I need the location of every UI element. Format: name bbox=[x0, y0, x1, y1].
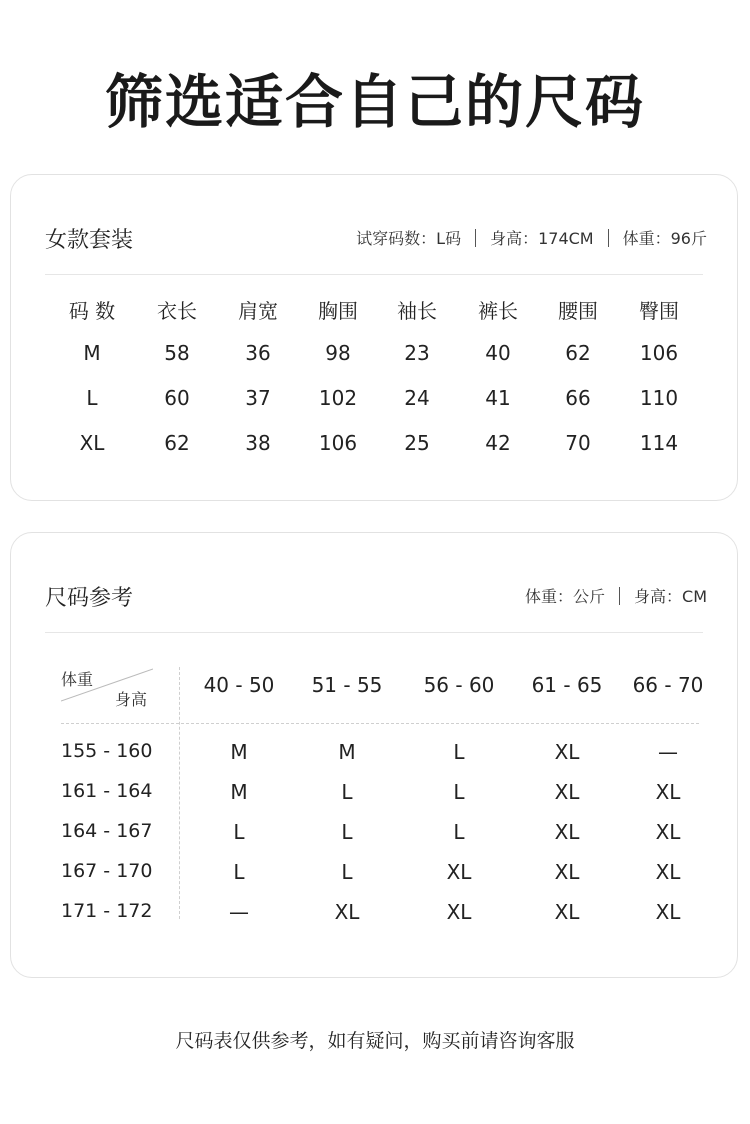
recommended-size-cell: L bbox=[341, 860, 353, 884]
recommended-size-cell: M bbox=[338, 740, 356, 764]
column-header: 腰围 bbox=[558, 299, 598, 323]
height-range-label: 161 - 164 bbox=[61, 780, 153, 802]
column-header: 码 数 bbox=[68, 299, 116, 323]
measurement-cell: 62 bbox=[164, 431, 190, 455]
height-range-label: 164 - 167 bbox=[61, 820, 153, 842]
column-header: 衣长 bbox=[157, 299, 197, 323]
horizontal-dashed-divider bbox=[61, 723, 699, 724]
weight-unit: 体重：公斤 bbox=[525, 587, 606, 606]
corner-weight-label: 体重 bbox=[61, 670, 94, 689]
recommended-size-cell: L bbox=[341, 780, 353, 804]
womens-card-header bbox=[45, 217, 707, 257]
column-header: 肩宽 bbox=[238, 299, 278, 323]
measurement-cell: 98 bbox=[325, 341, 351, 365]
recommended-size-cell: XL bbox=[655, 780, 681, 804]
size-label: L bbox=[86, 386, 98, 410]
recommended-size-cell: XL bbox=[655, 860, 681, 884]
recommended-size-cell: XL bbox=[655, 900, 681, 924]
recommended-size-cell: XL bbox=[446, 860, 472, 884]
measurement-cell: 62 bbox=[565, 341, 591, 365]
womens-size-card bbox=[10, 174, 738, 501]
vertical-dashed-divider bbox=[179, 667, 180, 919]
recommended-size-cell: L bbox=[341, 820, 353, 844]
recommended-size-cell: L bbox=[453, 740, 465, 764]
meta-separator bbox=[619, 587, 620, 605]
reference-units bbox=[525, 584, 707, 607]
womens-fit-info bbox=[356, 226, 707, 249]
recommended-size-cell: — bbox=[658, 740, 678, 764]
height-unit: 身高：CM bbox=[634, 587, 707, 606]
trial-size: 试穿码数：L码 bbox=[356, 229, 462, 248]
measurement-cell: 60 bbox=[164, 386, 190, 410]
weight-range-header: 61 - 65 bbox=[531, 673, 603, 697]
recommended-size-cell: L bbox=[453, 780, 465, 804]
height-range-label: 171 - 172 bbox=[61, 900, 153, 922]
measurement-cell: 36 bbox=[245, 341, 271, 365]
column-header: 裤长 bbox=[478, 299, 518, 323]
weight-range-header: 51 - 55 bbox=[311, 673, 383, 697]
recommended-size-cell: XL bbox=[554, 820, 580, 844]
height-range-label: 167 - 170 bbox=[61, 860, 153, 882]
header-divider bbox=[45, 274, 703, 275]
size-label: XL bbox=[79, 431, 105, 455]
measurement-cell: 41 bbox=[485, 386, 511, 410]
model-weight: 体重：96斤 bbox=[622, 229, 707, 248]
recommended-size-cell: — bbox=[229, 900, 249, 924]
recommended-size-cell: L bbox=[233, 860, 245, 884]
size-reference-card bbox=[10, 532, 738, 978]
measurement-cell: 25 bbox=[404, 431, 430, 455]
measurement-cell: 58 bbox=[164, 341, 190, 365]
corner-height-label: 身高 bbox=[115, 690, 148, 709]
recommended-size-cell: XL bbox=[655, 820, 681, 844]
measurement-cell: 106 bbox=[639, 341, 679, 365]
measurement-cell: 102 bbox=[318, 386, 358, 410]
measurement-cell: 66 bbox=[565, 386, 591, 410]
measurement-cell: 42 bbox=[485, 431, 511, 455]
recommended-size-cell: L bbox=[233, 820, 245, 844]
height-range-label: 155 - 160 bbox=[61, 740, 153, 762]
recommended-size-cell: M bbox=[230, 740, 248, 764]
measurement-cell: 110 bbox=[639, 386, 679, 410]
measurement-cell: 106 bbox=[318, 431, 358, 455]
model-height: 身高：174CM bbox=[490, 229, 594, 248]
column-header: 袖长 bbox=[397, 299, 437, 323]
measurement-cell: 114 bbox=[639, 431, 679, 455]
recommended-size-cell: M bbox=[230, 780, 248, 804]
recommended-size-cell: XL bbox=[554, 780, 580, 804]
recommended-size-cell: XL bbox=[554, 900, 580, 924]
measurement-cell: 38 bbox=[245, 431, 271, 455]
reference-card-title: 尺码参考 bbox=[45, 586, 134, 611]
weight-range-header: 66 - 70 bbox=[632, 673, 704, 697]
page-title: 筛选适合自己的尺码 bbox=[104, 68, 645, 136]
recommended-size-cell: L bbox=[453, 820, 465, 844]
weight-range-header: 56 - 60 bbox=[423, 673, 495, 697]
recommended-size-cell: XL bbox=[554, 740, 580, 764]
meta-separator bbox=[608, 229, 609, 247]
size-label: M bbox=[83, 341, 101, 365]
weight-range-header: 40 - 50 bbox=[203, 673, 275, 697]
measurement-cell: 40 bbox=[485, 341, 511, 365]
measurement-cell: 70 bbox=[565, 431, 591, 455]
measurement-cell: 24 bbox=[404, 386, 430, 410]
measurement-cell: 37 bbox=[245, 386, 271, 410]
womens-card-title: 女款套装 bbox=[45, 228, 134, 253]
header-divider bbox=[45, 632, 703, 633]
reference-card-header bbox=[45, 575, 707, 615]
footer-note: 尺码表仅供参考，如有疑问，购买前请咨询客服 bbox=[175, 1030, 575, 1052]
meta-separator bbox=[475, 229, 476, 247]
recommended-size-cell: XL bbox=[554, 860, 580, 884]
recommended-size-cell: XL bbox=[446, 900, 472, 924]
column-header: 臀围 bbox=[639, 299, 679, 323]
measurement-cell: 23 bbox=[404, 341, 430, 365]
recommended-size-cell: XL bbox=[334, 900, 360, 924]
column-header: 胸围 bbox=[318, 299, 358, 323]
